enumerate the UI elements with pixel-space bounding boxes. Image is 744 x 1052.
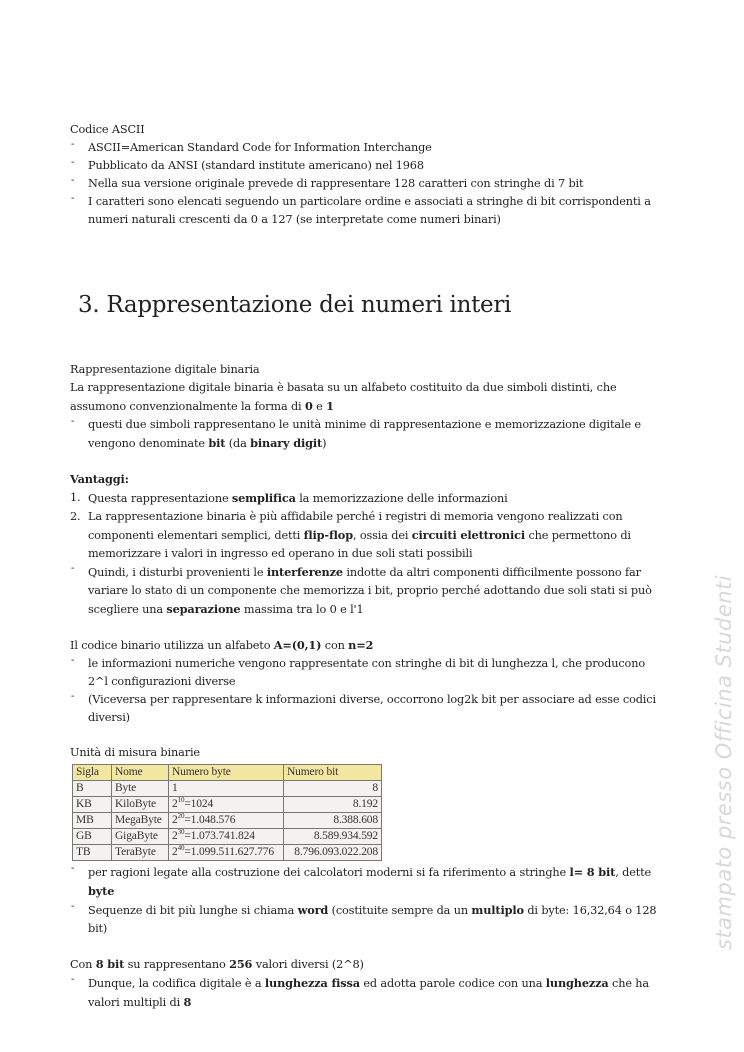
text: la memorizzazione delle informazioni (295, 492, 508, 505)
text: valori diversi (2^8) (252, 958, 364, 971)
text: Quindi, i disturbi provenienti le (88, 566, 267, 579)
vantaggi-bullets (70, 563, 666, 619)
value: =1.099.511.627.776 (184, 846, 274, 858)
table-row (73, 845, 382, 861)
vantaggi-heading-text: Vantaggi: (70, 472, 129, 486)
text: I caratteri sono elencati seguendo un particolare ordine e associati a stringhe di bit corrispondenti a numeri naturali crescenti da 0 a 127 (se interpretate come numeri binari) (88, 195, 651, 226)
item-number: 2. (70, 510, 81, 523)
bullet-item (70, 863, 666, 901)
bold-text: l= 8 bit (569, 865, 616, 879)
text: Dunque, la codifica digitale è a (88, 977, 265, 990)
bold-text: byte (88, 884, 115, 898)
column-header: Sigla (73, 765, 112, 781)
text: ed adotta parole codice con una (359, 977, 546, 990)
bold-text: interferenze (266, 565, 343, 579)
bullet-item (70, 691, 666, 727)
cell-sigla: MB (73, 813, 112, 829)
base: 2 (172, 798, 178, 810)
table-row (73, 829, 382, 845)
text: che ha valori multipli di (88, 977, 650, 1009)
cell-sigla: GB (73, 829, 112, 845)
base: 1 (172, 782, 178, 794)
bullet-item (70, 974, 666, 1012)
table-row (73, 797, 382, 813)
numbered-item (70, 508, 666, 563)
codice-bullets (70, 655, 666, 727)
bold-text: circuiti elettronici (411, 528, 525, 542)
section-title: 3. Rappresentazione dei numeri interi (78, 292, 512, 318)
value: =1.048.576 (184, 814, 236, 826)
cell-numero-byte (169, 845, 284, 861)
dash-bullet-icon: - (71, 157, 75, 168)
text: (costituite sempre da un (328, 904, 472, 917)
cell-numero-byte (169, 781, 284, 797)
item-number: 1. (70, 491, 81, 504)
cell-nome: Byte (112, 781, 169, 797)
ascii-bullets (70, 139, 666, 229)
cell-nome: KiloByte (112, 797, 169, 813)
text: le informazioni numeriche vengono rappresentate con stringhe di bit di lunghezza l, che producono 2^l configurazioni diverse (88, 657, 645, 688)
value: =1.073.741.824 (184, 830, 255, 842)
bold-text: binary digit (250, 436, 323, 450)
dash-bullet-icon: - (71, 974, 75, 985)
cell-numero-bit: 8 (284, 781, 382, 797)
exponent: 40 (177, 844, 185, 853)
text: (Viceversa per rappresentare k informazioni diverse, occorrono log2k bit per associare ad esse codici diversi) (88, 693, 656, 724)
text: di byte: 16,32,64 o 128 bit) (88, 904, 657, 935)
document-body (70, 121, 666, 1012)
bullet-item (70, 157, 666, 175)
text: con (321, 639, 349, 652)
binary-intro (70, 379, 666, 416)
text: ) (322, 437, 327, 450)
bullet-item (70, 901, 666, 938)
cell-numero-bit: 8.388.608 (284, 813, 382, 829)
cell-sigla: KB (73, 797, 112, 813)
units-table (72, 764, 382, 861)
text: Nella sua versione originale prevede di rappresentare 128 caratteri con stringhe di 7 bit (88, 177, 584, 190)
text: , dette (615, 866, 652, 879)
base: 2 (172, 814, 178, 826)
vantaggi-list (70, 489, 666, 563)
text: e (312, 400, 327, 413)
cell-numero-byte (169, 813, 284, 829)
table-row (73, 813, 382, 829)
bold-text: 8 (183, 995, 192, 1009)
cell-numero-bit: 8.192 (284, 797, 382, 813)
cell-nome: GigaByte (112, 829, 169, 845)
column-header: Numero bit (284, 765, 382, 781)
dash-bullet-icon: - (71, 563, 75, 574)
cell-nome: TeraByte (112, 845, 169, 861)
bullet-item (70, 655, 666, 691)
codice-intro (70, 636, 666, 655)
otto-bullets (70, 974, 666, 1012)
binary-heading: Rappresentazione digitale binaria (70, 363, 260, 376)
text: indotte da altri componenti difficilmente possono far variare lo stato di un componente che memorizza i bit, proprio perché adottando due soli stati si può scegliere una (88, 566, 652, 616)
exponent: 20 (177, 812, 185, 821)
bold-text: bit (208, 436, 226, 450)
bullet-item (70, 175, 666, 193)
base: 2 (172, 846, 178, 858)
bold-text: 1 (326, 399, 334, 413)
column-header: Nome (112, 765, 169, 781)
cell-sigla: TB (73, 845, 112, 861)
dash-bullet-icon: - (71, 863, 75, 874)
dash-bullet-icon: - (71, 139, 75, 150)
units-bullets (70, 863, 666, 938)
bold-text: separazione (166, 602, 241, 616)
base: 2 (172, 830, 178, 842)
text: Pubblicato da ANSI (standard institute americano) nel 1968 (88, 159, 424, 172)
bold-text: lunghezza fissa (264, 976, 360, 990)
ascii-heading: Codice ASCII (70, 123, 145, 136)
text: Questa rappresentazione (88, 492, 232, 505)
table-header-row (73, 765, 382, 781)
text: ASCII=American Standard Code for Information Interchange (88, 141, 432, 154)
bold-text: multiplo (471, 903, 524, 917)
text: per ragioni legate alla costruzione dei calcolatori moderni si fa riferimento a stringhe (88, 866, 570, 879)
dash-bullet-icon: - (71, 655, 75, 666)
units-heading: Unità di misura binarie (70, 746, 200, 759)
cell-numero-bit: 8.589.934.592 (284, 829, 382, 845)
exponent: 10 (177, 796, 185, 805)
cell-numero-bit: 8.796.093.022.208 (284, 845, 382, 861)
column-header: Numero byte (169, 765, 284, 781)
text: Il codice binario utilizza un alfabeto (70, 639, 274, 652)
bold-text: lunghezza (545, 976, 609, 990)
dash-bullet-icon: - (71, 691, 75, 702)
binary-bullets (70, 416, 666, 453)
table-row (73, 781, 382, 797)
watermark: stampato presso Officina Studenti (712, 574, 736, 950)
text: massima tra lo 0 e l'1 (240, 603, 364, 616)
text: , ossia dei (352, 529, 412, 542)
bold-text: flip-flop (303, 528, 353, 542)
bold-text: word (297, 903, 329, 917)
bold-text: 256 (229, 957, 253, 971)
exponent: 30 (177, 828, 185, 837)
otto-intro (70, 955, 666, 974)
text: Con (70, 958, 96, 971)
text: questi due simboli rappresentano le unità minime di rappresentazione e memorizzazione digitale e vengono denominate (88, 418, 641, 450)
text: (da (225, 437, 251, 450)
bullet-item (70, 193, 666, 229)
bullet-item (70, 563, 666, 619)
text: che permettono di memorizzare i valori in ingresso ed operano in due soli stati possibili (88, 529, 631, 560)
bold-text: n=2 (348, 638, 374, 652)
cell-numero-byte (169, 797, 284, 813)
cell-numero-byte (169, 829, 284, 845)
text: su rappresentano (124, 958, 230, 971)
bold-text: semplifica (231, 491, 296, 505)
text: La rappresentazione digitale binaria è basata su un alfabeto costituito da due simboli distinti, che assumono convenzionalmente la forma di (70, 381, 617, 413)
vantaggi-heading (70, 470, 666, 489)
text: Sequenze di bit più lunghe si chiama (88, 904, 298, 917)
dash-bullet-icon: - (71, 901, 75, 912)
bullet-item (70, 139, 666, 157)
dash-bullet-icon: - (71, 175, 75, 186)
numbered-item (70, 489, 666, 508)
cell-nome: MegaByte (112, 813, 169, 829)
bullet-item (70, 416, 666, 453)
bold-text: 0 (304, 399, 313, 413)
text: La rappresentazione binaria è più affidabile perché i registri di memoria vengono realizzati con componenti elementari semplici, detti (88, 510, 623, 542)
dash-bullet-icon: - (71, 193, 75, 204)
cell-sigla: B (73, 781, 112, 797)
value: =1024 (184, 798, 214, 810)
bold-text: A=(0,1) (273, 638, 322, 652)
dash-bullet-icon: - (71, 416, 75, 427)
bold-text: 8 bit (95, 957, 125, 971)
